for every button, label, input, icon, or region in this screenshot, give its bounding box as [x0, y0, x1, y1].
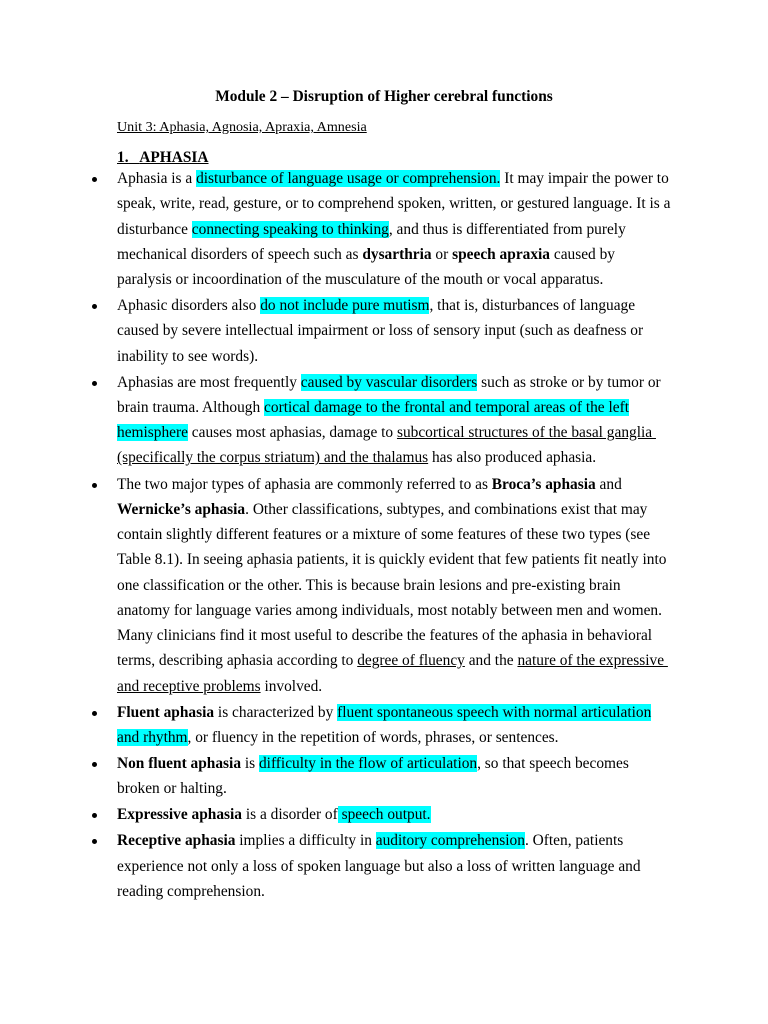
text-segment: . Often, patients	[524, 832, 624, 850]
bullet-icon	[92, 381, 97, 386]
list-item	[117, 828, 717, 904]
text-line	[117, 420, 717, 445]
text-line	[117, 395, 717, 420]
bold-term: Receptive aphasia	[117, 832, 236, 850]
bullet-icon	[92, 304, 97, 309]
text-segment: anatomy for language varies among individuals, most notably between men and women.	[117, 601, 662, 619]
underlined-text: nature of the expressive	[517, 652, 668, 670]
text-line	[117, 166, 717, 191]
highlighted-text: and rhythm	[117, 728, 188, 746]
text-line	[117, 191, 717, 216]
list-item	[117, 293, 717, 369]
text-segment: The two major types of aphasia are commonly referred to as	[117, 475, 492, 493]
highlighted-text: difficulty in the flow of articulation	[258, 754, 478, 772]
bullet-icon	[92, 483, 97, 488]
text-segment: one classification or the other. This is because brain lesions and pre-existing brain	[117, 576, 621, 594]
text-line	[117, 674, 717, 699]
text-line	[117, 370, 717, 395]
bold-term: speech apraxia	[452, 245, 551, 263]
text-segment: causes most aphasias, damage to	[187, 424, 397, 442]
text-line	[117, 445, 717, 470]
text-segment: Aphasia is a	[117, 170, 197, 187]
list-item	[117, 700, 717, 751]
text-segment: broken or halting.	[117, 780, 227, 798]
text-segment: , so that speech becomes	[477, 754, 629, 772]
text-line	[117, 776, 717, 801]
text-line	[117, 879, 717, 904]
text-segment: such as stroke or by tumor or	[477, 373, 661, 391]
text-segment: contain slightly different features or a mixture of some features of these two types (see	[117, 526, 651, 544]
bold-term: Wernicke’s aphasia	[117, 500, 246, 518]
text-segment: experience not only a loss of spoken language but also a loss of written language and	[117, 857, 641, 875]
list-item	[117, 751, 717, 802]
highlighted-text: caused by vascular disorders	[300, 373, 478, 391]
underlined-text: and receptive problems	[117, 677, 261, 695]
text-line	[117, 242, 717, 267]
bullet-icon	[92, 177, 97, 182]
text-line	[117, 648, 717, 673]
text-line	[117, 267, 717, 292]
highlighted-text: auditory comprehension	[375, 832, 525, 850]
text-line	[117, 725, 717, 750]
text-segment: Aphasias are most frequently	[117, 373, 301, 391]
text-line	[117, 293, 717, 318]
highlighted-text: connecting speaking to thinking	[191, 220, 389, 238]
text-segment: terms, describing aphasia according to	[117, 652, 358, 670]
text-segment: Many clinicians find it most useful to describe the features of the aphasia in behavioral	[117, 627, 653, 645]
bold-term: Expressive aphasia	[117, 806, 243, 824]
text-segment: . Other classifications, subtypes, and combinations exist that may	[245, 500, 648, 518]
list-item	[117, 166, 717, 292]
bullet-icon	[92, 839, 97, 844]
text-line	[117, 751, 717, 776]
text-segment: is	[241, 754, 259, 772]
text-segment: paralysis or incoordination of the musculature of the mouth or vocal apparatus.	[117, 271, 604, 288]
text-line	[117, 854, 717, 879]
bold-term: Broca’s aphasia	[491, 475, 596, 493]
bold-term: Non fluent aphasia	[117, 754, 242, 772]
bullet-list	[117, 166, 717, 905]
text-line	[117, 472, 717, 497]
text-line	[117, 573, 717, 598]
bullet-icon	[92, 762, 97, 767]
bold-term: Fluent aphasia	[117, 703, 215, 721]
text-segment: mechanical disorders of speech such as	[117, 245, 363, 263]
text-line	[117, 700, 717, 725]
unit-heading: Unit 3: Aphasia, Agnosia, Apraxia, Amnesia	[117, 119, 367, 135]
heading-spacer	[129, 149, 140, 166]
text-segment: inability to see words).	[117, 347, 259, 365]
bold-term: dysarthria	[362, 245, 432, 263]
text-line	[117, 547, 717, 572]
underlined-text: (specifically the corpus striatum) and the thalamus	[117, 449, 429, 467]
text-segment: speak, write, read, gesture, or to comprehend spoken, written, or gestured language. It is a	[117, 195, 671, 213]
text-line	[117, 828, 717, 853]
text-segment: caused by	[550, 245, 615, 263]
text-segment: disturbance	[117, 220, 192, 238]
text-line	[117, 217, 717, 242]
text-line	[117, 623, 717, 648]
highlighted-text: hemisphere	[117, 424, 188, 442]
text-segment: implies a difficulty in	[235, 832, 376, 850]
text-line	[117, 344, 717, 369]
text-segment: reading comprehension.	[117, 882, 265, 900]
page-title: Module 2 – Disruption of Higher cerebral functions	[215, 88, 553, 105]
highlighted-text: disturbance of language usage or comprehension.	[196, 170, 501, 187]
text-segment: Table 8.1). In seeing aphasia patients, it is quickly evident that few patients fit neatly into	[117, 551, 667, 569]
text-segment: It may impair the power to	[500, 170, 669, 187]
text-segment: Aphasic disorders also	[117, 297, 261, 315]
section-title: APHASIA	[139, 149, 209, 166]
highlighted-text: fluent spontaneous speech with normal articulation	[337, 703, 652, 721]
text-segment: , and thus is differentiated from purely	[388, 220, 626, 238]
text-line	[117, 497, 717, 522]
text-segment: has also produced aphasia.	[428, 449, 597, 467]
underlined-text: degree of fluency	[357, 652, 465, 670]
text-line	[117, 522, 717, 547]
text-segment: caused by severe intellectual impairment or loss of sensory input (such as deafness or	[117, 322, 644, 340]
text-segment: or	[431, 245, 453, 263]
underlined-text: subcortical structures of the basal ganglia	[396, 424, 656, 442]
text-line	[117, 802, 717, 827]
text-segment: brain trauma. Although	[117, 398, 265, 416]
text-segment: , or fluency in the repetition of words, phrases, or sentences.	[187, 728, 559, 746]
section-number: 1.	[117, 149, 129, 166]
text-segment: is a disorder of	[242, 806, 338, 824]
text-segment: , that is, disturbances of language	[429, 297, 636, 315]
text-segment: involved.	[260, 677, 323, 695]
bullet-icon	[92, 813, 97, 818]
text-line	[117, 598, 717, 623]
list-item	[117, 802, 717, 827]
list-item	[117, 472, 717, 699]
highlighted-text: do not include pure mutism	[260, 297, 430, 315]
highlighted-text: speech output.	[337, 806, 431, 824]
text-segment: and the	[464, 652, 518, 670]
bullet-icon	[92, 711, 97, 716]
text-segment: and	[595, 475, 622, 493]
list-item	[117, 370, 717, 471]
text-line	[117, 318, 717, 343]
highlighted-text: cortical damage to the frontal and temporal areas of the left	[264, 398, 629, 416]
text-segment: is characterized by	[214, 703, 338, 721]
